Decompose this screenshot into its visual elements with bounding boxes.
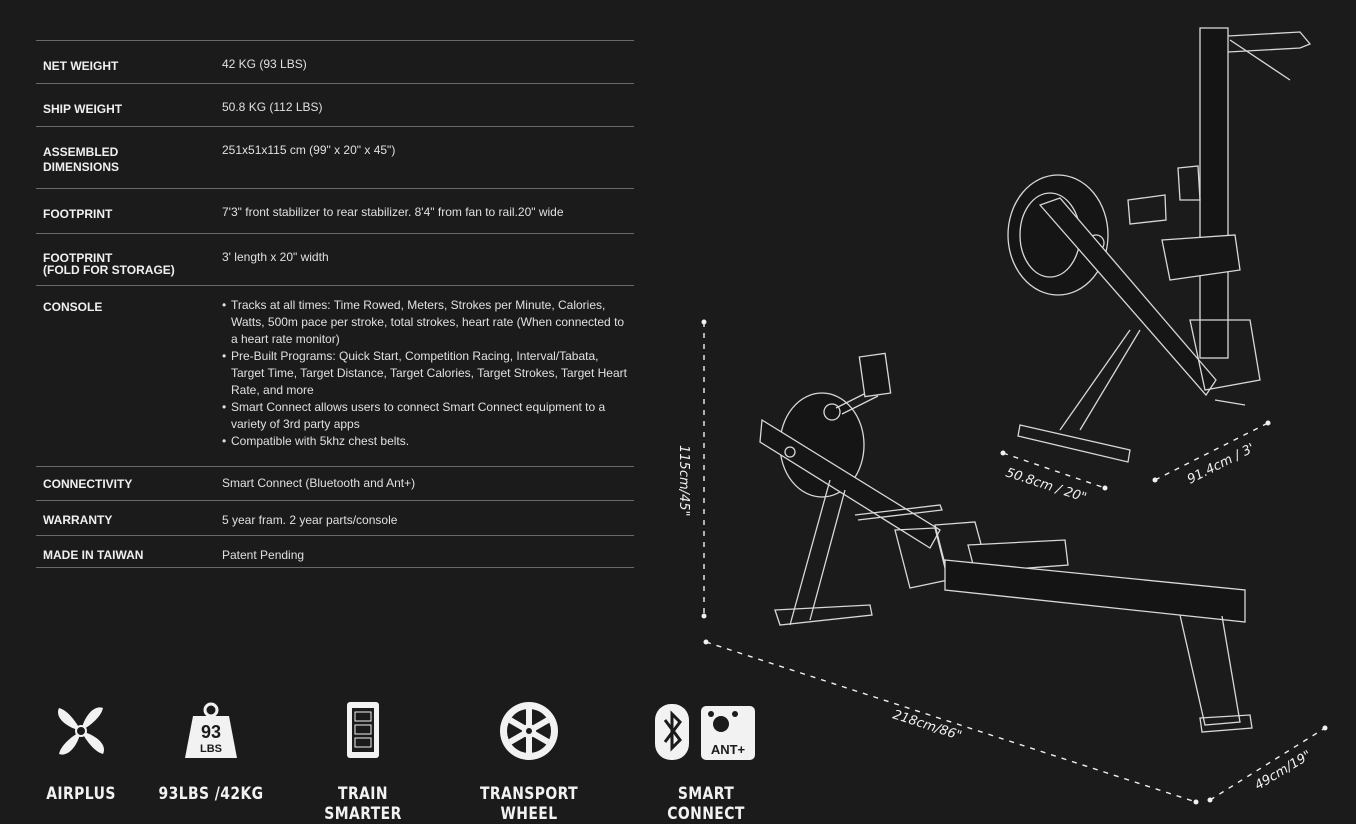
spec-value: 251x51x115 cm (99" x 20" x 45") [222, 143, 396, 157]
list-item: • Compatible with 5khz chest belts. [222, 433, 632, 450]
spec-row-assembled-dimensions [36, 127, 634, 189]
weight-icon [181, 700, 241, 762]
spec-label: CONNECTIVITY [43, 477, 133, 491]
length-dimension-label: 218cm/86" [890, 707, 964, 744]
feature-label: TRANSPORT WHEEL [479, 784, 579, 824]
spec-label: CONSOLE [43, 300, 103, 314]
feature-train-smarter [283, 700, 443, 824]
spec-value: 42 KG (93 LBS) [222, 57, 307, 71]
spec-label: WARRANTY [43, 513, 113, 527]
flat-rower-illustration [760, 353, 1252, 732]
feature-icons [0, 700, 800, 824]
spec-value: Smart Connect (Bluetooth and Ant+) [222, 476, 416, 490]
weight-icon-unit: LBS [200, 743, 222, 755]
spec-row-connectivity [36, 467, 634, 501]
feature-transport-wheel [449, 700, 609, 824]
fan-icon [51, 700, 111, 762]
spec-value: 7'3" front stabilizer to rear stabilizer. 8'4" from fan to rail.20" wide [222, 205, 564, 219]
feature-smart-connect [626, 700, 786, 824]
spec-label: MADE IN TAIWAN [43, 548, 144, 562]
spec-label: FOOTPRINT (FOLD FOR STORAGE) [43, 251, 175, 277]
spec-row-console [36, 286, 634, 467]
spec-value: 50.8 KG (112 LBS) [222, 100, 323, 114]
bluetooth-ant-icon [653, 700, 759, 762]
spec-label: SHIP WEIGHT [43, 102, 123, 116]
fold-depth-dimension-label: 50.8cm / 20" [1003, 465, 1089, 506]
feature-label: SMART CONNECT [667, 784, 745, 824]
console-feature-list [222, 297, 632, 450]
spec-value: Patent Pending [222, 548, 305, 562]
ant-plus-icon-text: ANT+ [710, 742, 746, 757]
feature-label: TRAIN SMARTER [324, 784, 402, 824]
spec-label: ASSEMBLED DIMENSIONS [43, 145, 120, 174]
rower-drawing [660, 0, 1356, 816]
spec-label: FOOTPRINT [43, 207, 113, 221]
spec-row-footprint [36, 189, 634, 234]
spec-row-warranty [36, 501, 634, 536]
spec-value: 3' length x 20" width [222, 250, 329, 264]
spec-value: 5 year fram. 2 year parts/console [222, 513, 398, 527]
height-dimension-label: 115cm/45" [676, 445, 691, 517]
feature-weight [131, 700, 291, 804]
spec-value [222, 286, 634, 466]
list-item: • Tracks at all times: Time Rowed, Meters, Strokes per Minute, Calories, Watts, 500m pace per stroke, total strokes, heart rate (When connected to a heart rate monitor) [222, 297, 632, 348]
spec-row-ship-weight [36, 84, 634, 127]
spec-row-net-weight [36, 41, 634, 84]
list-item: • Smart Connect allows users to connect Smart Connect equipment to a variety of 3rd party apps [222, 399, 632, 433]
feature-label: AIRPLUS [46, 784, 116, 804]
wheel-icon [498, 700, 560, 762]
fold-length-dimension-label: 91.4cm / 3' [1185, 440, 1258, 488]
spec-label: NET WEIGHT [43, 59, 119, 73]
console-icon [333, 700, 393, 762]
upright-rower-illustration [1008, 28, 1310, 462]
spec-row-made-in [36, 536, 634, 568]
width-dimension-label: 49cm/19" [1252, 747, 1315, 794]
spec-row-footprint-fold [36, 234, 634, 286]
spec-table [36, 40, 634, 568]
feature-label: 93LBS /42KG [158, 784, 264, 804]
list-item: • Pre-Built Programs: Quick Start, Competition Racing, Interval/Tabata, Target Time, Target Distance, Target Calories, Target Strokes, Target Heart Rate, and more [222, 348, 632, 399]
weight-icon-number: 93 [200, 722, 222, 742]
